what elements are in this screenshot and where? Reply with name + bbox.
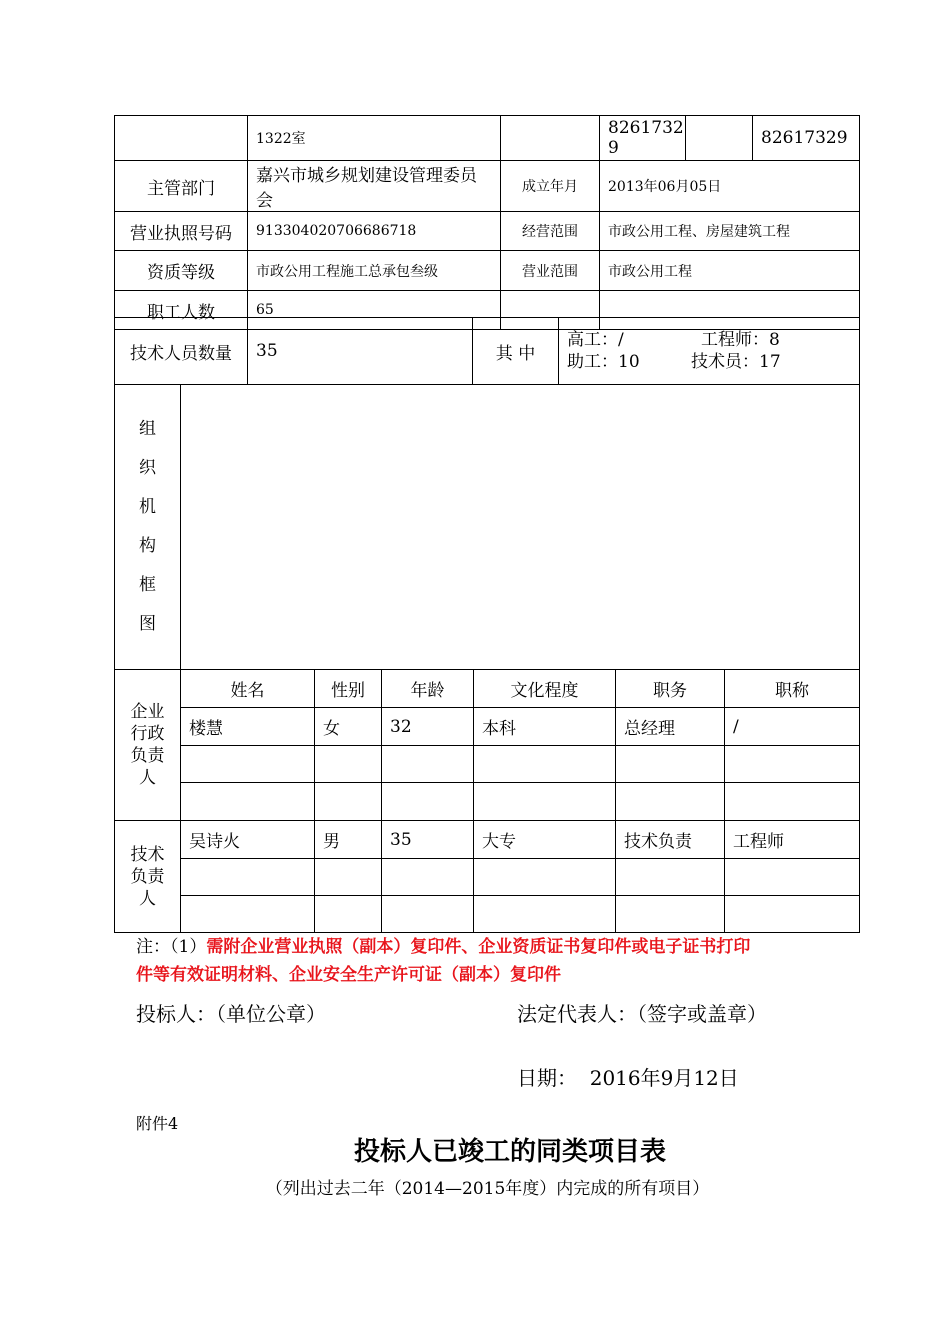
tech-breakdown bbox=[559, 318, 860, 385]
note-block bbox=[136, 933, 856, 989]
grade-label: 资质等级 bbox=[115, 251, 248, 291]
table-row bbox=[115, 746, 860, 783]
fax: 82617329 bbox=[753, 116, 860, 161]
header-education: 文化程度 bbox=[474, 670, 616, 708]
attachment-title: 投标人已竣工的同类项目表 bbox=[353, 1137, 666, 1167]
table-row bbox=[115, 783, 860, 821]
header-gender: 性别 bbox=[315, 670, 382, 708]
among-label: 其 中 bbox=[473, 318, 559, 385]
company-info-table bbox=[114, 115, 860, 330]
header-title: 职称 bbox=[725, 670, 860, 708]
dept-value: 嘉兴市城乡规划建设管理委员会 bbox=[248, 161, 501, 212]
org-chart-area bbox=[181, 385, 860, 670]
table-row: 楼慧 女 32 本科 总经理 / bbox=[115, 708, 860, 746]
tech-count-label: 技术人员数量 bbox=[115, 318, 248, 385]
technician-count: 技术员：17 bbox=[691, 352, 781, 372]
founded-label: 成立年月 bbox=[501, 161, 600, 212]
org-chart-label: 组 织 机 构 框 图 bbox=[115, 385, 181, 670]
note-prefix: 注：（1） bbox=[136, 937, 207, 957]
address-tail: 1322室 bbox=[248, 116, 501, 161]
personnel-table bbox=[114, 384, 860, 933]
staff-label: 职工人数 bbox=[115, 291, 248, 330]
sign-date: 日期： 2016年9月12日 bbox=[517, 1066, 739, 1090]
attachment-label: 附件4 bbox=[136, 1114, 179, 1133]
grade-value: 市政公用工程施工总承包叁级 bbox=[248, 251, 501, 291]
attachment-subtitle: （列出过去二年（2014—2015年度）内完成的所有项目） bbox=[265, 1179, 710, 1199]
scope-value: 市政公用工程、房屋建筑工程 bbox=[600, 212, 860, 251]
dept-label: 主管部门 bbox=[115, 161, 248, 212]
note-red-line1: 需附企业营业执照（副本）复印件、企业资质证书复印件或电子证书打印 bbox=[206, 937, 751, 957]
license-value: 913304020706686718 bbox=[248, 212, 501, 251]
senior-count: 高工：/ bbox=[567, 330, 624, 350]
header-position: 职务 bbox=[616, 670, 725, 708]
phone: 8261732 9 bbox=[600, 116, 686, 161]
scope-label: 经营范围 bbox=[501, 212, 600, 251]
tech-head-label: 技术 负责 人 bbox=[115, 821, 181, 933]
license-label: 营业执照号码 bbox=[115, 212, 248, 251]
tech-count-value: 35 bbox=[248, 318, 473, 385]
legal-rep-signature: 法定代表人：（签字或盖章） bbox=[517, 1002, 767, 1026]
header-name: 姓名 bbox=[181, 670, 315, 708]
admin-head-label: 企业 行政 负责 人 bbox=[115, 670, 181, 821]
engineer-count: 工程师：8 bbox=[701, 330, 780, 350]
table-row: 技术 负责 人 吴诗火 男 35 大专 技术负责 工程师 bbox=[115, 821, 860, 859]
bidder-seal: 投标人：（单位公章） bbox=[136, 1002, 326, 1026]
range-label: 营业范围 bbox=[501, 251, 600, 291]
note-red-line2: 件等有效证明材料、企业安全生产许可证（副本）复印件 bbox=[136, 965, 561, 985]
founded-value: 2013年06月05日 bbox=[600, 161, 860, 212]
tech-staff-table bbox=[114, 317, 860, 385]
assistant-count: 助工：10 bbox=[567, 352, 640, 372]
staff-value: 65 bbox=[248, 291, 501, 330]
header-age: 年龄 bbox=[382, 670, 474, 708]
range-value: 市政公用工程 bbox=[600, 251, 860, 291]
table-row bbox=[115, 896, 860, 933]
table-row bbox=[115, 859, 860, 896]
